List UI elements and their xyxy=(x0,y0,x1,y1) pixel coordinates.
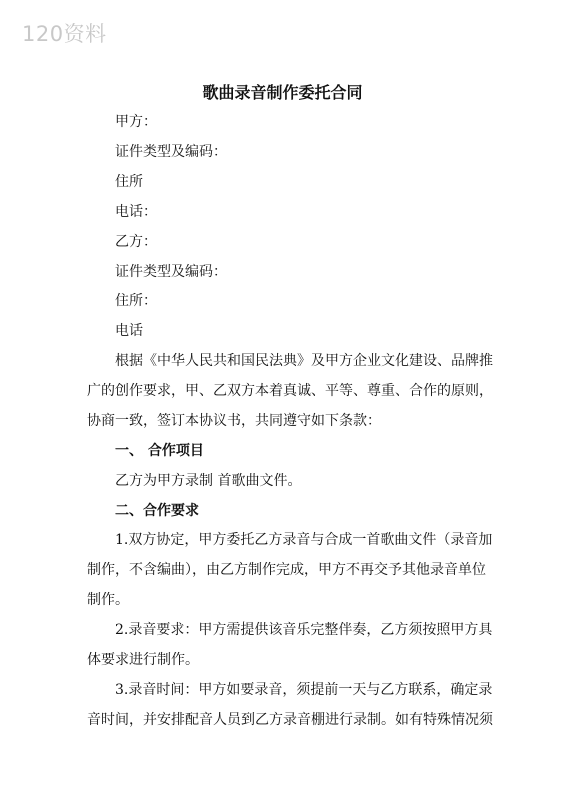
clause1-line: 制作，不含编曲），由乙方制作完成，甲方不再交予其他录音单位 xyxy=(87,562,486,578)
party-a-id-label: 证件类型及编码： xyxy=(115,144,227,160)
party-a-address-label: 住所 xyxy=(115,174,143,190)
clause1-line: 1.双方协定，甲方委托乙方录音与合成一首歌曲文件（录音加 xyxy=(115,532,493,548)
section1-text: 乙方为甲方录制 首歌曲文件。 xyxy=(115,473,302,489)
party-b-id-label: 证件类型及编码： xyxy=(115,264,227,280)
preamble-line: 根据《中华人民共和国民法典》及甲方企业文化建设、品牌推 xyxy=(115,353,493,369)
section-heading-cooperation-requirements: 二、合作要求 xyxy=(115,503,199,519)
preamble-line: 广的创作要求，甲、乙双方本着真诚、平等、尊重、合作的原则， xyxy=(87,383,493,399)
party-a-phone-label: 电话： xyxy=(115,204,157,220)
clause2-line: 体要求进行制作。 xyxy=(87,652,199,668)
clause3-line: 3.录音时间：甲方如要录音，须提前一天与乙方联系，确定录 xyxy=(115,682,493,698)
document-title: 歌曲录音制作委托合同 xyxy=(202,83,363,102)
clause1-line: 制作。 xyxy=(87,592,129,608)
party-b-label: 乙方： xyxy=(115,234,157,250)
preamble-line: 协商一致，签订本协议书，共同遵守如下条款： xyxy=(87,413,381,429)
party-a-label: 甲方： xyxy=(115,114,157,130)
section-heading-cooperation-project: 一、 合作项目 xyxy=(115,443,204,459)
clause2-line: 2.录音要求：甲方需提供该音乐完整伴奏，乙方须按照甲方具 xyxy=(115,622,493,638)
party-b-address-label: 住所： xyxy=(115,293,157,309)
party-b-phone-label: 电话 xyxy=(115,323,143,339)
clause3-line: 音时间，并安排配音人员到乙方录音棚进行录制。如有特殊情况须 xyxy=(87,712,493,728)
watermark-logo: 120资料 xyxy=(22,22,107,46)
